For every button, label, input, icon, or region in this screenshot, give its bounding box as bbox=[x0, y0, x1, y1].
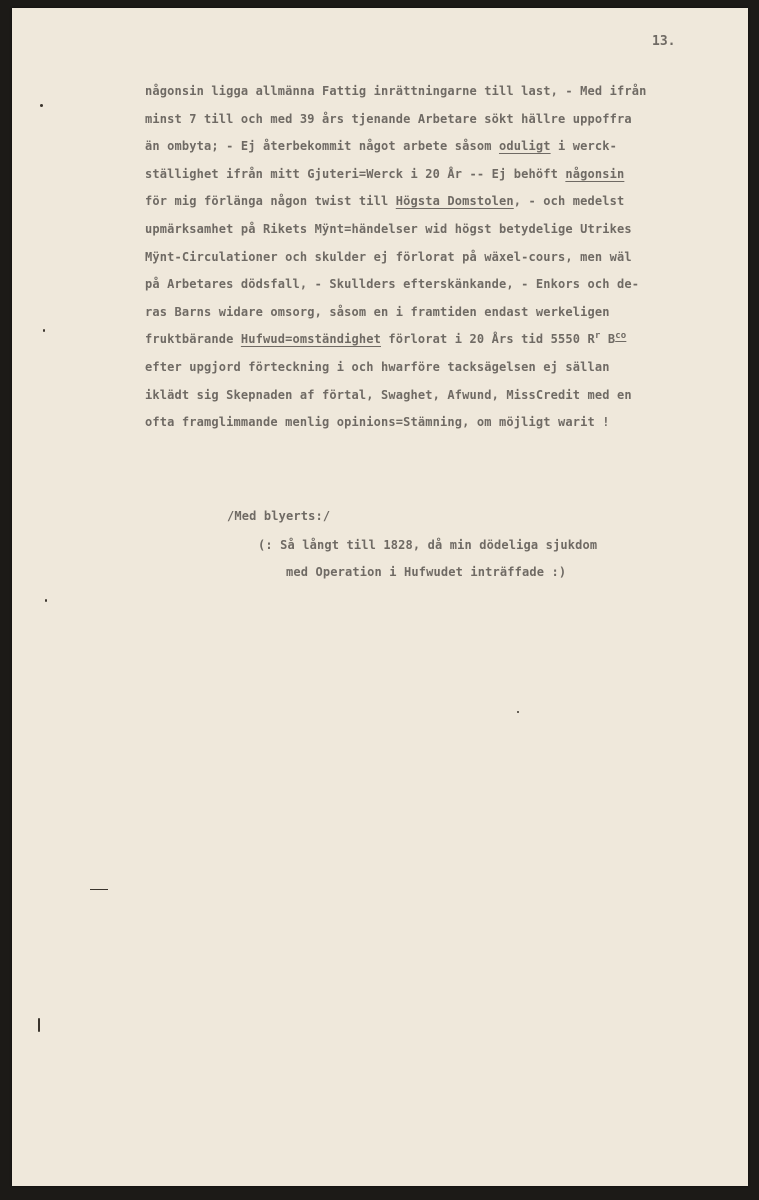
page-number: 13. bbox=[652, 34, 676, 49]
body-text-segment: efter upgjord förteckning i och hwarföre tacksägelsen ej sällan bbox=[145, 360, 610, 374]
pencil-dash-mark bbox=[90, 889, 108, 890]
body-line bbox=[145, 388, 632, 402]
body-line bbox=[145, 167, 624, 181]
body-text-segment: B bbox=[600, 332, 616, 347]
body-text-segment: upmärksamhet på Rikets Mÿnt=händelser wid högst betydelige Utrikes bbox=[145, 222, 632, 236]
body-line bbox=[145, 360, 610, 374]
body-text-segment: än ombyta; - Ej återbekommit något arbete såsom bbox=[145, 139, 499, 154]
note-line-2: med Operation i Hufwudet inträffade :) bbox=[286, 565, 567, 579]
binding-mark bbox=[38, 1018, 40, 1032]
body-text-segment: för mig förlänga någon twist till bbox=[145, 194, 396, 209]
body-line bbox=[145, 139, 617, 153]
body-text-segment: i werck- bbox=[550, 139, 617, 154]
body-text-segment: Mÿnt-Circulationer och skulder ej förlorat på wäxel-cours, men wäl bbox=[145, 249, 632, 264]
body-text-segment: på Arbetares dödsfall, - Skullders efterskänkande, - Enkors och de- bbox=[145, 277, 640, 292]
document-page bbox=[12, 8, 748, 1186]
body-line bbox=[145, 112, 632, 126]
body-line bbox=[145, 277, 639, 291]
body-line bbox=[145, 250, 632, 264]
body-text-segment: ställighet ifrån mitt Gjuteri=Werck i 20 År -- Ej behöft bbox=[145, 166, 566, 181]
body-line bbox=[145, 222, 632, 236]
body-text-segment: ras Barns widare omsorg, såsom en i framtiden endast werkeligen bbox=[145, 304, 610, 319]
note-line-1: (: Så långt till 1828, då min dödeliga sjukdom bbox=[258, 538, 598, 552]
underlined-word: oduligt bbox=[498, 139, 551, 154]
body-text-segment: förlorat i 20 Års tid 5550 R bbox=[381, 332, 595, 347]
underlined-word: någonsin bbox=[565, 166, 625, 181]
punch-mark bbox=[43, 329, 45, 332]
superscript-abbrev: co bbox=[615, 331, 627, 342]
body-line bbox=[145, 332, 626, 346]
body-text-segment: , - och medelst bbox=[513, 194, 625, 209]
body-line bbox=[145, 305, 610, 319]
superscript-abbrev: r bbox=[594, 331, 601, 342]
body-text-segment: minst 7 till och med 39 års tjenande Arbetare sökt hällre uppoffra bbox=[145, 111, 632, 126]
body-line bbox=[145, 84, 646, 98]
body-text-segment: fruktbärande bbox=[145, 332, 241, 347]
body-text-segment: ofta framglimmande menlig opinions=Stämning, om möjligt warit ! bbox=[145, 415, 610, 430]
underlined-word: Hufwud=omständighet bbox=[240, 332, 381, 347]
underlined-word: Högsta Domstolen bbox=[395, 194, 514, 209]
speck-mark bbox=[517, 711, 519, 713]
body-text-segment: någonsin ligga allmänna Fattig inrättningarne till last, - Med ifrån bbox=[145, 84, 647, 98]
punch-mark bbox=[40, 104, 43, 107]
note-heading: /Med blyerts:/ bbox=[227, 509, 331, 523]
body-line bbox=[145, 194, 624, 208]
punch-mark bbox=[45, 599, 47, 602]
body-text-segment: iklädt sig Skepnaden af förtal, Swaghet, Afwund, MissCredit med en bbox=[145, 387, 632, 402]
body-line bbox=[145, 415, 610, 429]
